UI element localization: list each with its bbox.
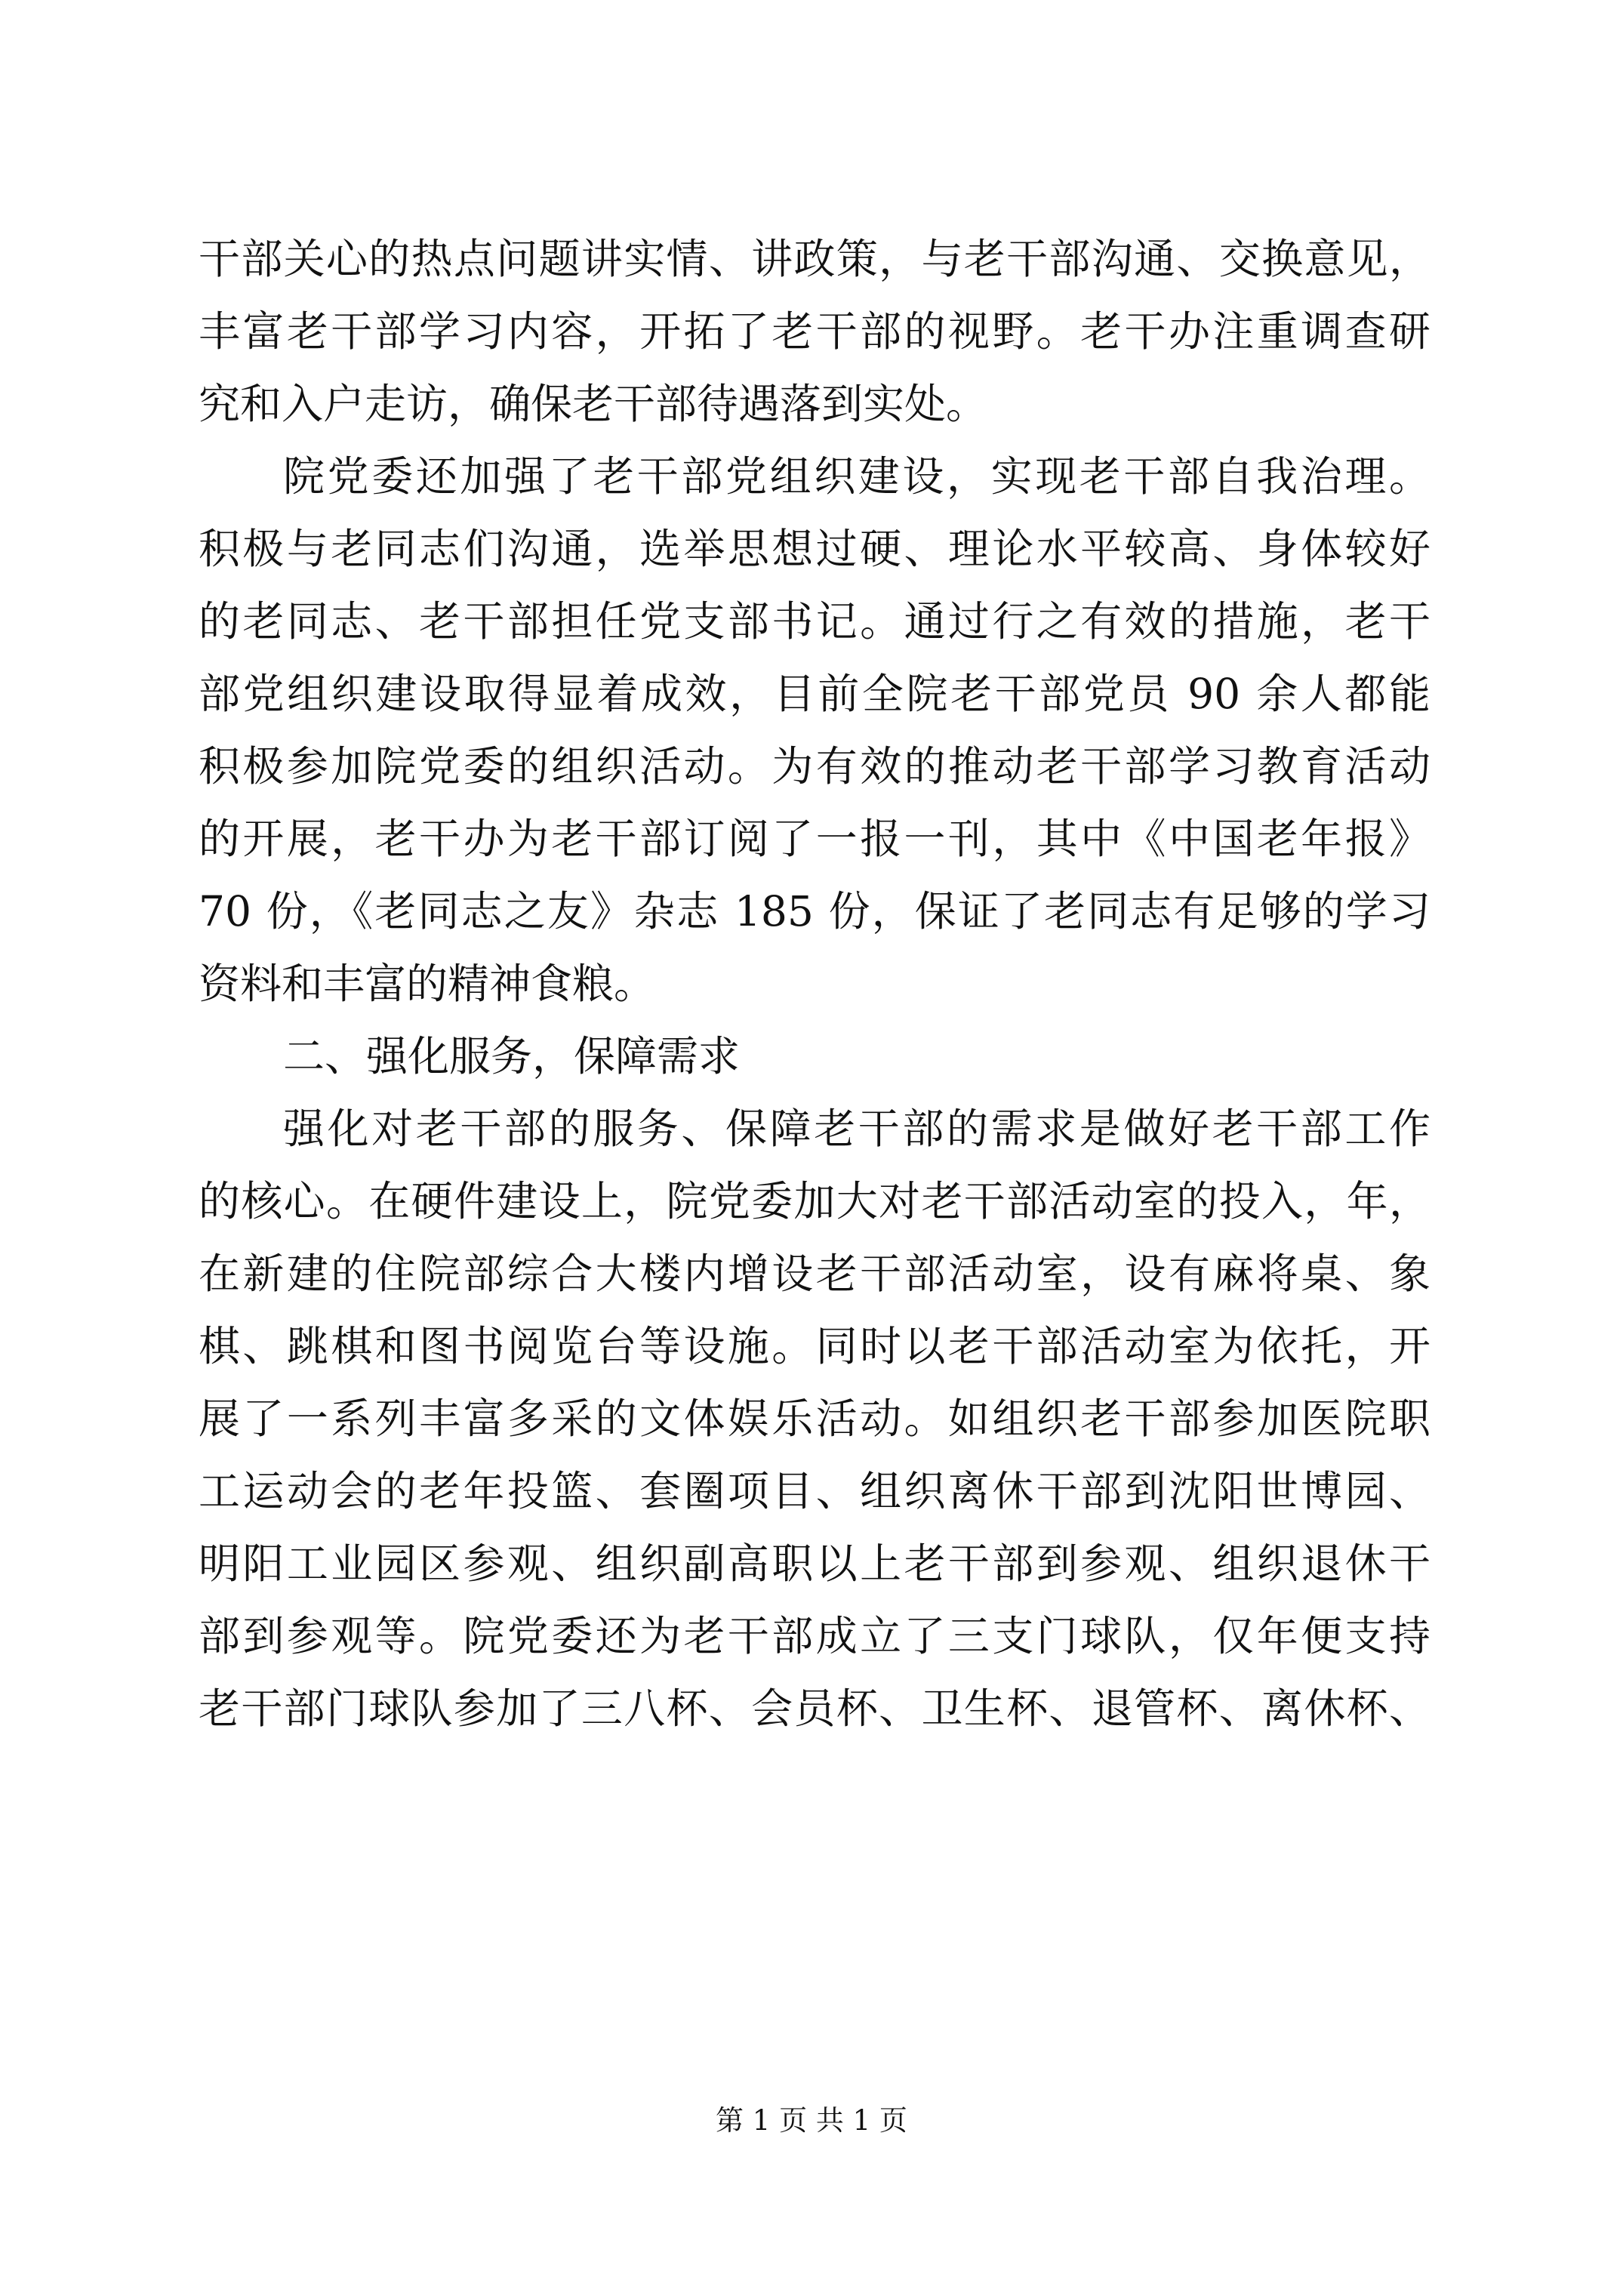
text-line: 部到参观等。院党委还为老干部成立了三支门球队，仅年便支持 xyxy=(199,1612,1431,1660)
section-heading xyxy=(199,1020,1431,1093)
text-line: 院党委还加强了老干部党组织建设，实现老干部自我治理。 xyxy=(283,452,1431,501)
paragraph-2 xyxy=(199,440,1431,1020)
text-line: 老干部门球队参加了三八杯、会员杯、卫生杯、退管杯、离休杯、 xyxy=(199,1684,1431,1733)
text-line: 棋、跳棋和图书阅览台等设施。同时以老干部活动室为依托，开 xyxy=(199,1322,1431,1370)
text-line: 积极参加院党委的组织活动。为有效的推动老干部学习教育活动 xyxy=(199,742,1431,791)
text-line: 丰富老干部学习内容，开拓了老干部的视野。老干办注重调查研 xyxy=(199,307,1431,356)
text-line: 资料和丰富的精神食粮。 xyxy=(199,960,656,1008)
text-line: 的核心。在硬件建设上，院党委加大对老干部活动室的投入，年， xyxy=(199,1177,1431,1225)
section-heading-text: 二、强化服务，保障需求 xyxy=(283,1032,741,1080)
text-line: 展了一系列丰富多采的文体娱乐活动。如组织老干部参加医院职 xyxy=(199,1395,1431,1443)
text-line: 强化对老干部的服务、保障老干部的需求是做好老干部工作 xyxy=(283,1105,1431,1153)
text-line: 积极与老同志们沟通，选举思想过硬、理论水平较高、身体较好 xyxy=(199,525,1431,573)
page-number-footer: 第 1 页 共 1 页 xyxy=(716,2104,907,2137)
text-line: 在新建的住院部综合大楼内增设老干部活动室，设有麻将桌、象 xyxy=(199,1250,1431,1298)
text-line: 的老同志、老干部担任党支部书记。通过行之有效的措施，老干 xyxy=(199,597,1431,646)
text-line: 干部关心的热点问题讲实情、讲政策，与老干部沟通、交换意见， xyxy=(199,235,1431,283)
text-line: 明阳工业园区参观、组织副高职以上老干部到参观、组织退休干 xyxy=(199,1539,1431,1588)
text-line: 70 份，《老同志之友》杂志 185 份，保证了老同志有足够的学习 xyxy=(199,887,1431,935)
paragraph-3 xyxy=(199,1093,1431,1745)
document-body xyxy=(199,223,1431,1745)
text-line: 的开展，老干办为老干部订阅了一报一刊，其中《中国老年报》 xyxy=(199,815,1431,863)
text-line: 部党组织建设取得显着成效，目前全院老干部党员 90 余人都能 xyxy=(199,670,1431,718)
paragraph-1 xyxy=(199,223,1431,440)
text-line: 究和入户走访，确保老干部待遇落到实处。 xyxy=(199,380,988,428)
text-line: 工运动会的老年投篮、套圈项目、组织离休干部到沈阳世博园、 xyxy=(199,1467,1431,1515)
